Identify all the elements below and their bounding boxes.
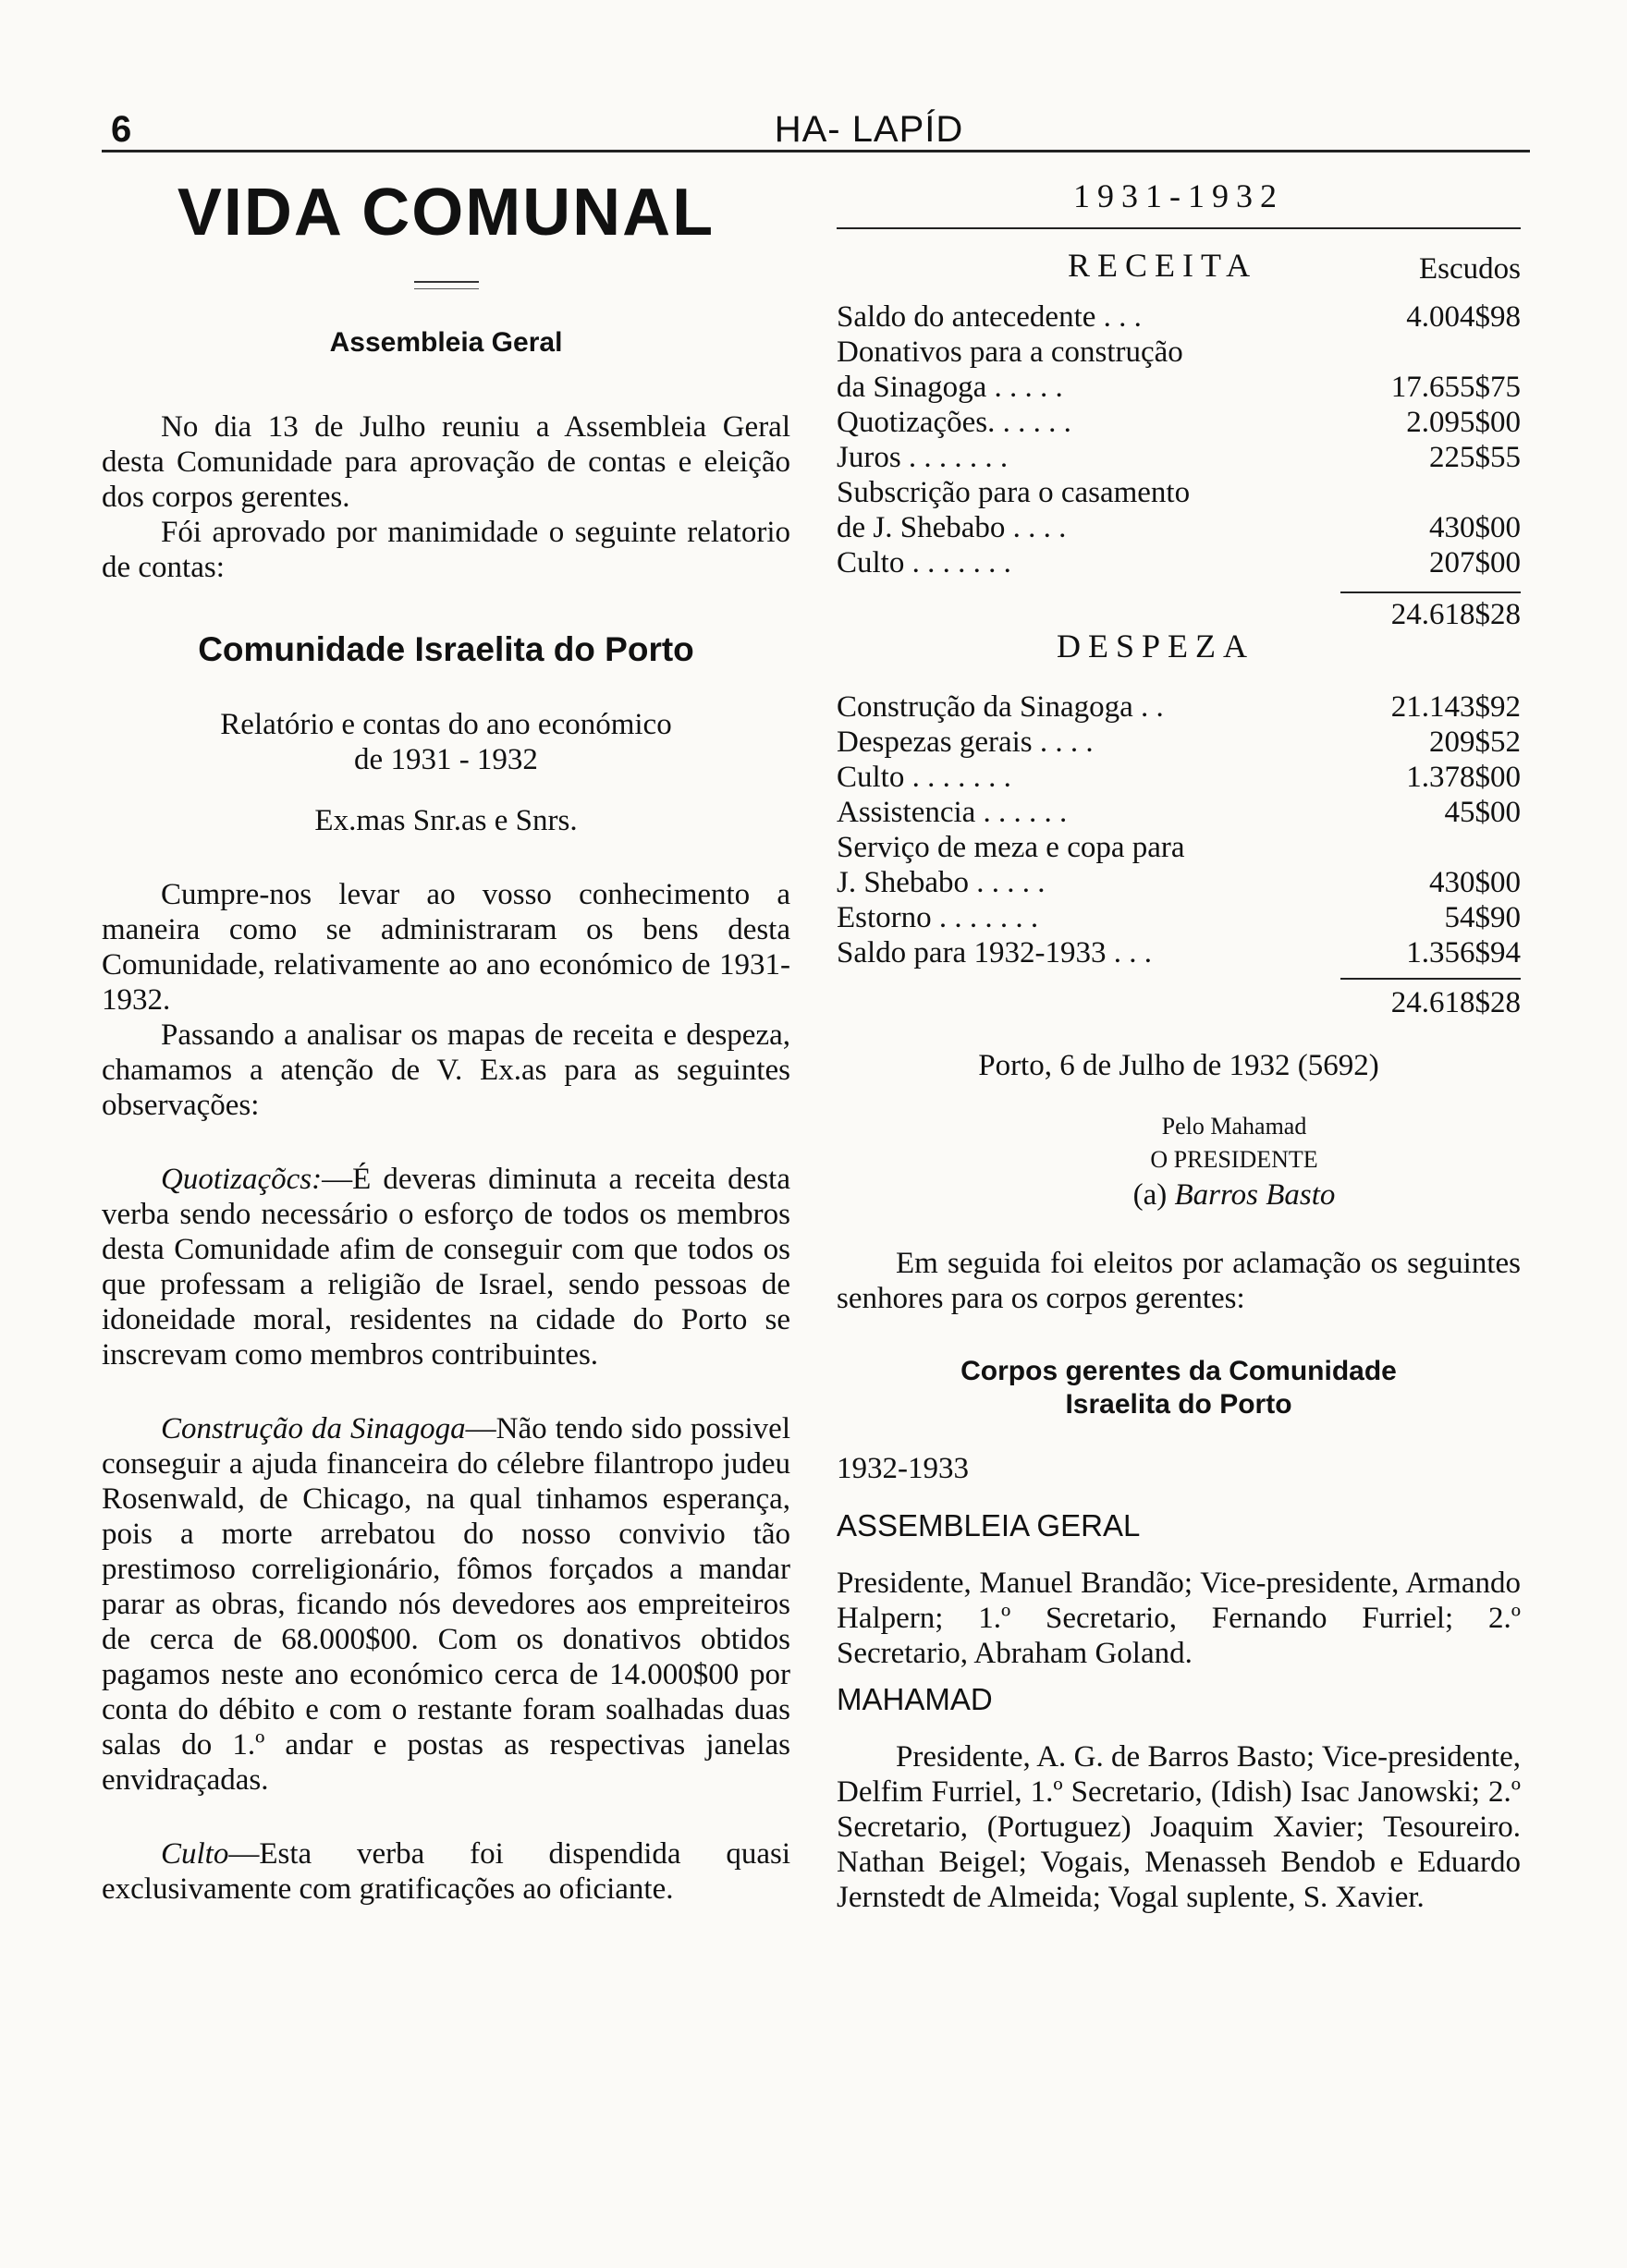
paragraph-intro: Cumpre-nos levar ao vosso conhecimento a maneira como se administraram os bens desta Comunidade, relativamente ao ano económico de 1931-1932. <box>102 878 790 1017</box>
title-ornament <box>414 281 479 289</box>
row-label: Subscrição para o casamento <box>837 476 1191 509</box>
row-label: Saldo do antecedente . . . <box>837 300 1142 334</box>
signature-prefix: (a) <box>1132 1178 1168 1212</box>
page-number: 6 <box>111 109 132 150</box>
section-title: VIDA COMUNAL <box>177 176 716 250</box>
row-label: de J. Shebabo . . . . <box>837 511 1067 544</box>
signature-title: O PRESIDENTE <box>1150 1146 1318 1173</box>
currency-label: Escudos <box>1419 252 1521 286</box>
term-construcao: Construção da Sinagoga <box>161 1412 466 1445</box>
right-column <box>837 176 1521 1915</box>
corpos-line-2: Israelita do Porto <box>1065 1389 1292 1420</box>
despeza-row <box>837 830 1521 865</box>
text-quotizacoes: —É deveras diminuta a receita desta verba sendo necessário o esforço de todos os membros desta Comunidade afim de conseguir com que todos os que professam a religião de Israel, sendo pessoas de idoneidade moral, residentes na cidade do Porto se inscrevam como membros contribuintes. <box>102 1163 790 1372</box>
report-title-line-2: de 1931 - 1932 <box>354 743 538 776</box>
row-label: J. Shebabo . . . . . <box>837 866 1046 899</box>
term-quotizacoes: Quotizaçõcs: <box>161 1163 323 1196</box>
row-label: da Sinagoga . . . . . <box>837 371 1063 404</box>
row-value: 225$55 <box>1429 441 1521 474</box>
despeza-header <box>837 628 1521 689</box>
despeza-row <box>837 689 1521 725</box>
paragraph-meeting: No dia 13 de Julho reuniu a Assembleia Geral desta Comunidade para aprovação de contas e eleição dos corpos gerentes. <box>102 410 790 514</box>
row-label: Serviço de meza e copa para <box>837 831 1185 864</box>
date-line: Porto, 6 de Julho de 1932 (5692) <box>978 1049 1379 1082</box>
heading-assembleia-geral-2: ASSEMBLEIA GERAL <box>837 1508 1141 1542</box>
row-label: Quotizações. . . . . . <box>837 406 1071 439</box>
paragraph-culto <box>102 1836 790 1907</box>
accounts-year: 1931-1932 <box>837 176 1521 229</box>
salutation: Ex.mas Snr.as e Snrs. <box>314 804 578 837</box>
corpos-line-1: Corpos gerentes da Comunidade <box>960 1356 1397 1386</box>
despeza-row <box>837 795 1521 830</box>
despeza-row <box>837 865 1521 900</box>
despeza-row <box>837 725 1521 760</box>
total-rule <box>1340 978 1521 980</box>
despeza-total: 24.618$28 <box>1390 986 1521 1019</box>
despeza-row <box>837 935 1521 970</box>
text-construcao: —Não tendo sido possivel conseguir a ajuda financeira do célebre filantropo judeu Rosenwald, de Chicago, na qual tinhamos esperança, pois a morte arrebatou do nosso convivio tão prestimoso correligionário, fômos forçados a mandar parar as obras, ficando nós devedores aos empreiteiros de cerca de 68.000$00. Com os donativos obtidos pagamos neste ano económico cerca de 14.000$00 por conta do débito e com o restante foram soalhadas duas salas do 1.º andar e postas as respectivas janelas envidraçadas. <box>102 1412 790 1797</box>
row-value: 207$00 <box>1429 546 1521 579</box>
paragraph-observations: Passando a analisar os mapas de receita e despeza, chamamos a atenção de V. Ex.as para as seguintes observações: <box>102 1018 790 1122</box>
row-value: 2.095$00 <box>1406 406 1521 439</box>
corpos-year: 1932-1933 <box>837 1452 969 1485</box>
row-value: 45$00 <box>1444 796 1521 829</box>
signature <box>837 1177 1521 1213</box>
receita-row <box>837 405 1521 440</box>
despeza-row <box>837 760 1521 795</box>
paragraph-election: Em seguida foi eleitos por aclamação os seguintes senhores para os corpos gerentes: <box>837 1247 1521 1315</box>
receita-total-row <box>837 580 1521 634</box>
receita-row <box>837 299 1521 335</box>
receita-row <box>837 370 1521 405</box>
total-rule <box>1340 591 1521 593</box>
despeza-row <box>837 900 1521 935</box>
row-value: 209$52 <box>1429 726 1521 759</box>
despeza-total-row <box>837 970 1521 1024</box>
despeza-label: DESPEZA <box>1057 628 1255 665</box>
row-value: 21.143$92 <box>1390 690 1521 724</box>
row-value: 17.655$75 <box>1390 371 1521 404</box>
row-label: Culto . . . . . . . <box>837 546 1011 579</box>
heading-assembleia-geral: Assembleia Geral <box>329 327 563 358</box>
receita-label: RECEITA <box>1068 247 1258 284</box>
row-value: 1.378$00 <box>1406 761 1521 794</box>
heading-mahamad: MAHAMAD <box>837 1682 993 1716</box>
row-value: 1.356$94 <box>1406 936 1521 969</box>
paragraph-construcao <box>102 1411 790 1798</box>
receita-total: 24.618$28 <box>1390 598 1521 631</box>
paragraph-mahamad-members: Presidente, A. G. de Barros Basto; Vice-presidente, Delfim Furriel, 1.º Secretario, (Idish) Isac Janowski; 2.º Secretario, (Portuguez) Joaquim Xavier; Tesoureiro. Nathan Beigel; Vogais, Menasseh Bendob e Eduardo Jernstedt de Almeida; Vogal suplente, S. Xavier. <box>837 1740 1521 1914</box>
heading-corpos-gerentes <box>837 1355 1521 1421</box>
row-label: Saldo para 1932-1933 . . . <box>837 936 1152 969</box>
heading-comunidade: Comunidade Israelita do Porto <box>198 630 694 668</box>
row-label: Culto . . . . . . . <box>837 761 1011 794</box>
receita-list <box>837 299 1521 580</box>
row-value: 4.004$98 <box>1406 300 1521 334</box>
row-label: Donativos para a construção <box>837 335 1183 369</box>
receita-row <box>837 545 1521 580</box>
receita-row <box>837 510 1521 545</box>
row-label: Assistencia . . . . . . <box>837 796 1068 829</box>
row-value: 430$00 <box>1429 511 1521 544</box>
receita-header <box>837 229 1521 299</box>
left-column <box>102 176 790 1907</box>
paragraph-quotizacoes <box>102 1162 790 1372</box>
receita-row <box>837 335 1521 370</box>
term-culto: Culto <box>161 1837 229 1871</box>
paragraph-assembleia-members: Presidente, Manuel Brandão; Vice-presidente, Armando Halpern; 1.º Secretario, Fernando Furriel; 2.º Secretario, Abraham Goland. <box>837 1567 1521 1670</box>
receita-row <box>837 475 1521 510</box>
text-culto: —Esta verba foi dispendida quasi exclusivamente com gratificações ao oficiante. <box>102 1837 790 1906</box>
report-title-line-1: Relatório e contas do ano económico <box>220 708 672 741</box>
row-label: Estorno . . . . . . . <box>837 901 1039 934</box>
header-rule <box>102 150 1530 152</box>
row-label: Juros . . . . . . . <box>837 441 1009 474</box>
row-label: Despezas gerais . . . . <box>837 726 1094 759</box>
signature-name: Barros Basto <box>1174 1178 1336 1212</box>
receita-row <box>837 440 1521 475</box>
despeza-list <box>837 689 1521 970</box>
row-label: Construção da Sinagoga . . <box>837 690 1164 724</box>
running-title: HA- LAPÍD <box>774 109 964 150</box>
signature-by: Pelo Mahamad <box>1161 1113 1307 1140</box>
row-value: 430$00 <box>1429 866 1521 899</box>
row-value: 54$90 <box>1444 901 1521 934</box>
paragraph-approval: Fói aprovado por manimidade o seguinte relatorio de contas: <box>102 516 790 584</box>
